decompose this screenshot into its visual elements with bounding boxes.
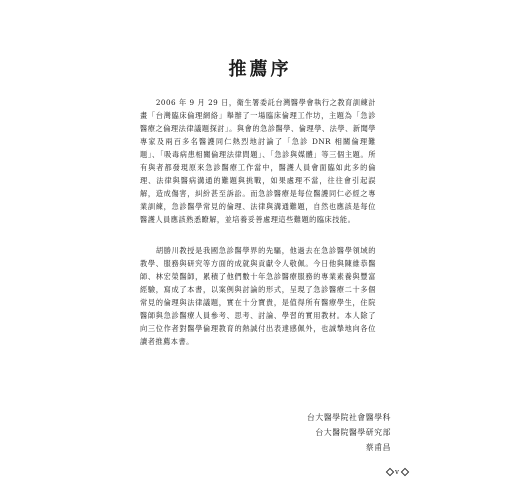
body-text	[140, 96, 376, 366]
page-number	[387, 468, 408, 476]
signature-name: 蔡甫昌	[365, 443, 391, 452]
paragraph-2: 胡勝川教授是我國急診醫學界的先驅，他過去在急診醫學領域的教學、服務與研究等方面的成就與貢獻令人敬佩。今日他與陳維恭醫師、林宏榮醫師，累積了他們數十年急診醫療服務的專業素養與豐富經驗，寫成了本書，以案例與討論的形式，呈現了急診醫療二十多個常見的倫理與法律議題，實在十分寶貴，是值得所有醫療學生，住院醫師與急診醫療人員參考、思考、討論、學習的實用教材。本人除了向三位作者對醫學倫理教育的熱誠付出表達感佩外，也誠摯地向各位讀者推薦本書。	[140, 246, 376, 346]
paragraph-1: 2006 年 9 月 29 日，衛生署委託台灣醫學會執行之教育訓練計畫「台灣臨床倫理網絡」舉辦了一場臨床倫理工作坊，主題為「急診醫療之倫理法律議題探討」。與會的急診醫學、倫理學、法學、新聞學專家及兩百多名醫護同仁熱烈地討論了「急診 DNR 相關倫理難題」、「吸毒病患相關倫理法律問題」、「急診與媒體」等三個主題。所有與者都發現原來急診醫療工作當中，醫護人員會面臨如此多的倫理、法律與醫病溝通的難題與挑戰，如果處理不當，往往會引起誤解，造成傷害，糾紛甚至訴訟。而急診醫療是每位醫護同仁必經之專業訓練，急診醫學常見的倫理、法律與溝通難題，自然也應該是每位醫護人員應該熟悉瞭解，並培養妥善處理這些難題的臨床技能。	[140, 98, 376, 224]
page-title: 推薦序	[228, 59, 292, 80]
diamond-icon	[386, 468, 394, 476]
signature-affiliation-1: 台大醫學院社會醫學科	[307, 413, 391, 422]
page-number-text: v	[395, 468, 400, 476]
signature-affiliation-2: 台大醫院醫學研究部	[315, 428, 391, 437]
diamond-icon	[401, 468, 409, 476]
signature-block	[307, 410, 391, 455]
